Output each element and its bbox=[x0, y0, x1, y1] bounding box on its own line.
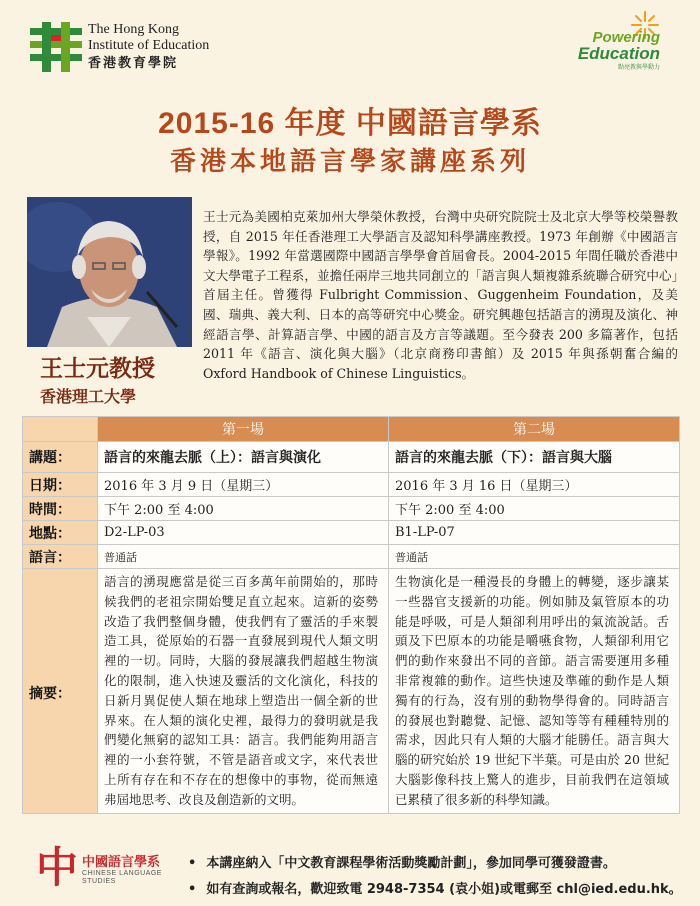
venue-label: 地點： bbox=[23, 521, 98, 545]
header bbox=[0, 0, 700, 95]
chinese-language-studies-logo bbox=[36, 843, 162, 892]
speaker-bio: 王士元為美國柏克萊加州大學榮休教授，台灣中央研究院院士及北京大學等校榮譽教授，自 2015 年任香港理工大學語言及認知科學講座教授。1973 年創辦《中國語言學報》。1992 年當選國際中國語言學學會首屆會長。2004-2015 年間任職於香港中文大學電子工程系，並擔任兩岸三地共同創立的「語言與人類複雜系統聯合研究中心」首屆主任。曾獲得 Fulbright Commission、Guggenheim Foundation，及美國、瑞典、義大利、日本的高等研究中心獎金。研究興趣包括語言的湧現及演化、神經語言學、計算語言學、中國的語言及方言等議題。至今發表 200 多篇著作，包括 2011 年《語言、演化與大腦》（北京商務印書館）及 2015 年與孫朝奮合編的 Oxford Handbook of Chinese Linguistics。 bbox=[203, 209, 678, 381]
table-row bbox=[23, 545, 680, 569]
session-2-abstract: 生物演化是一種漫長的身體上的轉變，逐步讓某一些器官支援新的功能。例如肺及氣管原本的功能是呼吸，可是人類卻利用呼出的氣流說話。舌頭及下巴原本的功能是嚼嚥食物，人類卻利用它們的動作來發出不同的音節。語言需要運用多種非常複雜的動作。這些快速及準確的動作是人類獨有的行為，沒有別的動物學得會的。同時語言的發展也對聽覺、記憶、認知等等有種種特別的需求，因此只有人類的大腦才能勝任。語言與大腦的研究始於 19 世紀下半葉。可是由於 20 世紀大腦影像科技上驚人的進步，目前我們在這領域已累積了很多新的科學知識。 bbox=[389, 569, 680, 814]
session-2-venue: B1-LP-07 bbox=[389, 521, 680, 545]
session-2-time: 下午 2:00 至 4:00 bbox=[389, 497, 680, 521]
table-row bbox=[23, 497, 680, 521]
session-1-topic: 語言的來龍去脈（上）：語言與演化 bbox=[98, 442, 389, 473]
date-label: 日期： bbox=[23, 473, 98, 497]
abstract-label: 摘要： bbox=[23, 569, 98, 814]
session-1-venue: D2-LP-03 bbox=[98, 521, 389, 545]
bullet-icon: • bbox=[188, 882, 197, 897]
table-header-row bbox=[23, 417, 680, 442]
slogan-line-1: Powering bbox=[592, 29, 660, 46]
department-name-zh: 中國語言學系 bbox=[82, 854, 161, 870]
table-header-empty bbox=[23, 417, 98, 442]
speaker-affiliation: 香港理工大學 bbox=[40, 387, 137, 406]
table-row bbox=[23, 521, 680, 545]
session-2-header: 第二場 bbox=[389, 417, 680, 442]
session-1-language: 普通話 bbox=[98, 545, 389, 569]
institution-name-en-2: Institute of Education bbox=[88, 38, 210, 53]
institution-name-zh: 香港教育學院 bbox=[88, 55, 179, 70]
department-name-en-2: STUDIES bbox=[82, 877, 116, 885]
footer-notes bbox=[188, 852, 682, 904]
slogan-line-2: Education bbox=[577, 44, 660, 63]
session-1-time: 下午 2:00 至 4:00 bbox=[98, 497, 389, 521]
session-1-abstract: 語言的湧現應當是從三百多萬年前開始的，那時候我們的老祖宗開始雙足直立起來。這新的姿勢改造了我們整個身體，使我們有了靈活的手來製造工具，從原始的石器一直發展到現代人類文明裡的一切。同時，大腦的發展讓我們超越生物演化的限制，進入快速及靈活的文化演化，科技的日新月異促使人類在地球上塑造出一個全新的世界來。在人類的演化史裡，最得力的發明就是我們變化無窮的認知工具：語言。我們能夠用語言裡的一小套符號，不管是語音或文字，來代表世上所有存在和不存在的想像中的事物，從而無遠弗屆地思考、改良及創造新的文明。 bbox=[98, 569, 389, 814]
language-label: 語言： bbox=[23, 545, 98, 569]
page-title: 2015-16 年度 中國語言學系 bbox=[158, 107, 542, 140]
table-row bbox=[23, 442, 680, 473]
session-1-date: 2016 年 3 月 9 日（星期三） bbox=[98, 473, 389, 497]
page-subtitle: 香港本地語言學家講座系列 bbox=[169, 147, 530, 177]
hkied-logo-mark-icon bbox=[30, 22, 82, 72]
list-item bbox=[188, 878, 682, 897]
powering-education-logo bbox=[578, 30, 660, 71]
department-name-en-1: CHINESE LANGUAGE bbox=[82, 869, 162, 877]
table-row bbox=[23, 569, 680, 814]
time-label: 時間： bbox=[23, 497, 98, 521]
session-2-topic: 語言的來龍去脈（下）：語言與大腦 bbox=[389, 442, 680, 473]
speaker-name: 王士元教授 bbox=[40, 356, 155, 382]
session-1-header: 第一場 bbox=[98, 417, 389, 442]
bullet-icon: • bbox=[188, 856, 197, 871]
lecture-schedule-table bbox=[22, 416, 680, 814]
contact-note[interactable]: 如有查詢或報名，歡迎致電 2948-7354 (袁小姐)或電郵至 chl@ied.edu.hk。 bbox=[206, 882, 682, 897]
speaker-photo bbox=[27, 197, 192, 347]
certificate-note: 本講座納入「中文教育課程學術活動獎勵計劃」，參加同學可獲發證書。 bbox=[206, 856, 616, 871]
institution-name-en-1: The Hong Kong bbox=[88, 22, 179, 37]
slogan-zh: 點亮教與學動力 bbox=[617, 65, 660, 71]
topic-label: 講題： bbox=[23, 442, 98, 473]
zhong-character-logo-icon: 中 bbox=[36, 843, 79, 892]
list-item bbox=[188, 852, 682, 871]
hkied-logo bbox=[30, 22, 209, 72]
footer bbox=[0, 842, 700, 906]
session-2-language: 普通話 bbox=[389, 545, 680, 569]
table-row bbox=[23, 473, 680, 497]
session-2-date: 2016 年 3 月 16 日（星期三） bbox=[389, 473, 680, 497]
